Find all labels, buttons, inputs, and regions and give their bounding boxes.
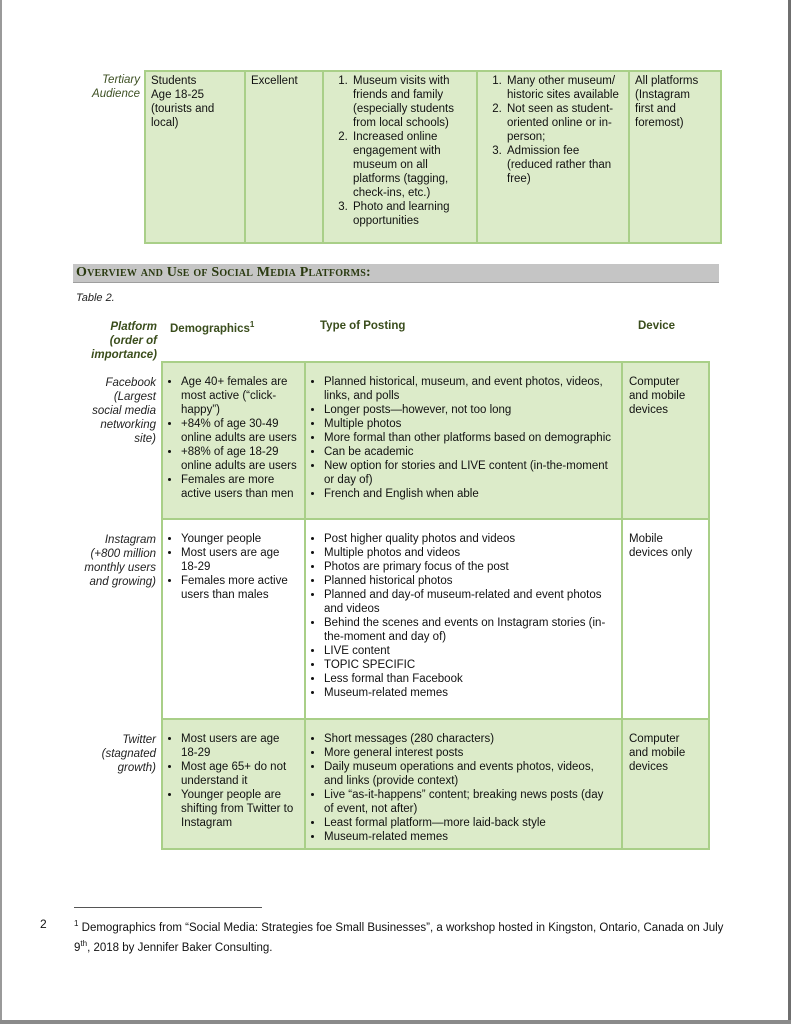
rating-cell xyxy=(245,71,323,243)
list-item: • French and English when able xyxy=(324,487,615,501)
device-header: Device xyxy=(638,320,676,332)
audience-table xyxy=(74,70,722,244)
device-cell: Computer and mobile devices xyxy=(622,362,709,519)
list-item: • Females more active users than males xyxy=(181,574,298,602)
list-item: • Daily museum operations and events photos, videos, and links (provide context) xyxy=(324,760,615,788)
section-heading-bar xyxy=(73,264,719,283)
list-item: • Short messages (280 characters) xyxy=(324,732,615,746)
list-item: • Younger people xyxy=(181,532,298,546)
list-item: • Post higher quality photos and videos xyxy=(324,532,615,546)
posting-header: Type of Posting xyxy=(320,320,406,332)
section-title: Overview and Use of Social Media Platforms: xyxy=(76,265,371,280)
list-item: 1. Many other museum/ historic sites available xyxy=(505,74,623,102)
table-row xyxy=(72,719,709,849)
demographics-header: Demographics$^1$ xyxy=(170,320,255,335)
list-item: • Least formal platform—more laid-back style xyxy=(324,816,615,830)
list-item: • Planned and day-of museum-related and event photos and videos xyxy=(324,588,615,616)
demographics-cell xyxy=(162,719,305,849)
challenges-list xyxy=(483,74,623,186)
list-item: • New option for stories and LIVE content (in-the-moment or day of) xyxy=(324,459,615,487)
list-item: • Planned historical photos xyxy=(324,574,615,588)
list-item: • Most users are age 18-29 xyxy=(181,732,298,760)
list-item: • Most users are age 18-29 xyxy=(181,546,298,574)
list-item: 3. Photo and learning opportunities xyxy=(351,200,471,228)
list-item: • +88% of age 18-29 online adults are users xyxy=(181,445,298,473)
audience-cell: Students Age 18-25 (tourists and local) xyxy=(145,71,245,243)
platform-label-facebook: Facebook (Largest social media networking site) xyxy=(92,377,156,445)
goals-list xyxy=(329,74,471,228)
list-item: • Museum-related memes xyxy=(324,830,615,844)
posting-cell xyxy=(305,519,622,719)
device-cell: Mobile devices only xyxy=(622,519,709,719)
list-item: • Live “as-it-happens” content; breaking news posts (day of event, not after) xyxy=(324,788,615,816)
list-item: • TOPIC SPECIFIC xyxy=(324,658,615,672)
list-item: • Less formal than Facebook xyxy=(324,672,615,686)
footnote-divider xyxy=(74,907,262,908)
audience-row-label: Tertiary Audience xyxy=(92,74,140,100)
demographics-cell xyxy=(162,362,305,519)
list-item: 2. Not seen as student-oriented online or in-person; xyxy=(505,102,623,144)
platform-header: Platform (order of importance) xyxy=(91,321,157,361)
list-item: • More general interest posts xyxy=(324,746,615,760)
list-item: • Can be academic xyxy=(324,445,615,459)
demographics-cell xyxy=(162,519,305,719)
goals-cell xyxy=(323,71,477,243)
table-caption: Table 2. xyxy=(76,292,115,304)
page-number: 2 xyxy=(40,917,47,931)
list-item: • LIVE content xyxy=(324,644,615,658)
table-row xyxy=(72,519,709,719)
list-item: • More formal than other platforms based on demographic xyxy=(324,431,615,445)
list-item: • Younger people are shifting from Twitter to Instagram xyxy=(181,788,298,830)
list-item: • Age 40+ females are most active (“click-happy”) xyxy=(181,375,298,417)
posting-cell xyxy=(305,719,622,849)
platform-label-instagram: Instagram (+800 million monthly users and growing) xyxy=(84,534,156,588)
challenges-cell xyxy=(477,71,629,243)
platform-label-twitter: Twitter (stagnated growth) xyxy=(101,734,156,774)
list-item: • Multiple photos xyxy=(324,417,615,431)
list-item: • Behind the scenes and events on Instagram stories (in-the-moment and day of) xyxy=(324,616,615,644)
list-item: • Females are more active users than men xyxy=(181,473,298,501)
page-bottom-edge xyxy=(0,1020,791,1024)
list-item: • Planned historical, museum, and event photos, videos, links, and polls xyxy=(324,375,615,403)
device-cell: Computer and mobile devices xyxy=(622,719,709,849)
list-item: • Multiple photos and videos xyxy=(324,546,615,560)
list-item: • Photos are primary focus of the post xyxy=(324,560,615,574)
platforms-table xyxy=(72,361,710,850)
table-row xyxy=(72,362,709,519)
list-item: • Longer posts—however, not too long xyxy=(324,403,615,417)
list-item: 2. Increased online engagement with museum on all platforms (tagging, check-ins, etc.) xyxy=(351,130,471,200)
platforms-cell: All platforms (Instagram first and foremost) xyxy=(629,71,721,243)
list-item: 3. Admission fee (reduced rather than free) xyxy=(505,144,623,186)
rating-text: Excellent xyxy=(251,75,298,87)
list-item: • Most age 65+ do not understand it xyxy=(181,760,298,788)
list-item: 1. Museum visits with friends and family (especially students from local schools) xyxy=(351,74,471,130)
posting-cell xyxy=(305,362,622,519)
table-row xyxy=(74,71,721,243)
list-item: • +84% of age 30-49 online adults are users xyxy=(181,417,298,445)
page-left-edge xyxy=(0,0,2,1024)
footnote: $^1$ Demographics from “Social Media: Strategies foe Small Businesses”, a workshop hosted in Kingston, Ontario, Canada on July 9th, 2018 by Jennifer Baker Consulting. xyxy=(74,919,724,954)
list-item: • Museum-related memes xyxy=(324,686,615,700)
